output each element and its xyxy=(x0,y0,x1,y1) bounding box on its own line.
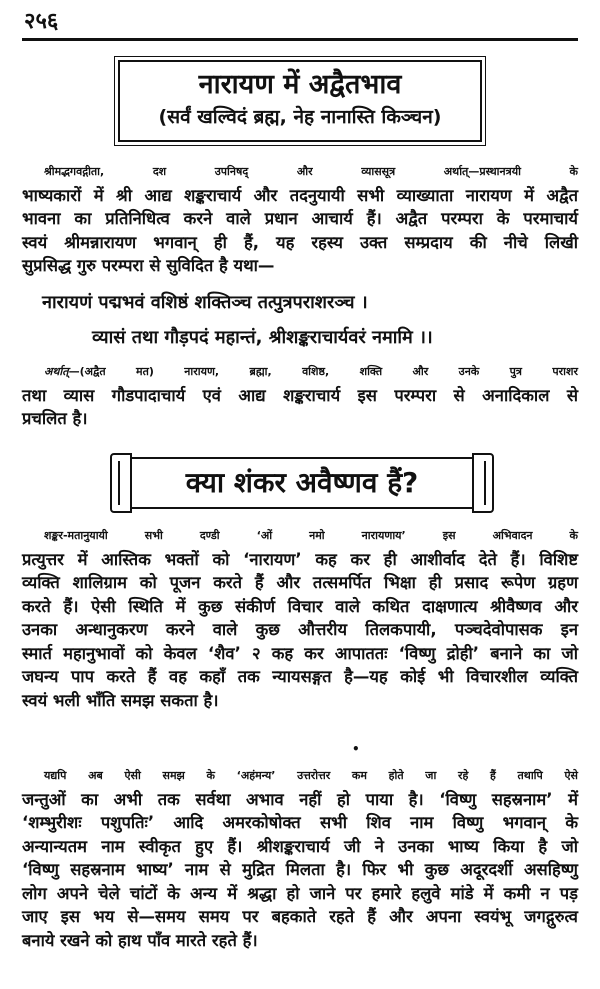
text-line xyxy=(22,360,578,384)
text-line: भावना का प्रतिनिधित्व करने वाले प्रधान आचार्य हैं। अद्वैत परम्परा के परमाचार्य xyxy=(22,209,578,228)
paragraph-meaning xyxy=(22,360,578,431)
heading-title: नारायण में अद्वैतभाव xyxy=(198,69,402,100)
text-line: जघन्य पाप करते हैं वह कहाँ तक न्यायसङ्गत है—यह कोई भी विचारशील व्यक्ति xyxy=(22,667,578,686)
text-line: ‘विष्णु सहस्रनाम भाष्य’ नाम से मुद्रित मिलता है। फिर भी कुछ अदूरदर्शी असहिष्णु xyxy=(22,860,578,879)
verse-line-1: नारायणं पद्मभवं वशिष्ठं शक्तिञ्च तत्पुत्रपराशरञ्च । xyxy=(42,292,368,313)
lead-word: अर्थात् xyxy=(44,365,69,378)
text-line: प्रत्युत्तर में आस्तिक भक्तों को ‘नारायण’ कह कर ही आशीर्वाद देते हैं। विशिष्ट xyxy=(22,549,578,569)
text-line: शङ्कर-मतानुयायी सभी दण्डी ‘ओं नमो नारायणाय’ इस अभिवादन के xyxy=(44,529,578,542)
heading-title: क्या शंकर अवैष्णव हैं? xyxy=(185,466,419,499)
text-line: जन्तुओं का अभी तक सर्वथा अभाव नहीं हो पाया है। ‘विष्णु सहस्रनाम’ में xyxy=(22,789,578,809)
top-rule xyxy=(22,38,578,41)
paragraph-intro xyxy=(22,160,578,278)
text-line: स्मार्त महानुभावों को केवल ‘शैव’ २ कह कर आपाततः ‘विष्णु द्रोही’ बनाने का जो xyxy=(22,643,578,663)
text-span: —(अद्वैत मत) नारायण, ब्रह्मा, वशिष्ठ, शक्ति और उनके पुत्र पराशर xyxy=(68,365,578,378)
text-line: लोग अपने चेले चांटों के अन्य में श्रद्धा हो जाने पर हमारे हलुवे मांडे में कमी न पड़ xyxy=(22,883,578,903)
scroll-edge-left xyxy=(110,453,132,513)
heading-subtitle: (सर्वं खल्विदं ब्रह्म, नेह नानास्ति किञ्चन) xyxy=(158,106,442,128)
text-line: जाए इस भय से—समय समय पर बहकाते रहते हैं और अपना स्वयंभू जगद्गुरुत्व xyxy=(22,907,578,926)
text-line: ‘शम्भुरीशः पशुपतिः’ आदि अमरकोषोक्त सभी शिव नाम विष्णु भगवान् के xyxy=(22,813,578,832)
text-line: श्रीमद्भगवद्गीता, दश उपनिषद् और व्याससूत्र अर्थात्—प्रस्थानत्रयी के xyxy=(44,165,578,178)
heading-box-shankar xyxy=(128,457,476,509)
text-line: भाष्यकारों में श्री आद्य शङ्कराचार्य और तदनुयायी सभी व्याख्याता नारायण में अद्वैत xyxy=(22,185,578,205)
verse-line-2: व्यासं तथा गौड़पदं महान्तं, श्रीशङ्कराचार्यवरं नमामि ।। xyxy=(92,327,433,348)
text-line: करते हैं। ऐसी स्थिति में कुछ संकीर्ण विचार वाले कथित दाक्षणात्य श्रीवैष्णव और xyxy=(22,596,578,616)
stray-dot: • xyxy=(352,742,360,756)
text-line: अन्यान्यतम नाम स्वीकृत हुए हैं। श्रीशङ्कराचार्य जी ने उनका भाष्य किया है जो xyxy=(22,836,578,856)
text-line: सुप्रसिद्ध गुरु परम्परा से सुविदित है यथा— xyxy=(22,256,275,275)
text-line: बनाये रखने को हाथ पाँव मारते रहते हैं। xyxy=(22,930,258,950)
page-number: २५६ xyxy=(24,9,59,34)
text-line: स्वयं श्रीमन्नारायण भगवान् ही हैं, यह रहस्य उक्त सम्प्रदाय की नीचे लिखी xyxy=(22,232,578,252)
text-line: प्रचलित है। xyxy=(22,409,88,428)
text-line: व्यक्ति शालिग्राम को पूजन करते हैं और तत्समर्पित भिक्षा ही प्रसाद रूपेण ग्रहण xyxy=(22,573,578,592)
paragraph-shankar-followers xyxy=(22,524,578,712)
text-line: यद्यपि अब ऐसी समझ के ‘अहंमन्य’ उत्तरोत्तर कम होते जा रहे हैं तथापि ऐसे xyxy=(44,769,578,782)
scroll-edge-right xyxy=(472,453,494,513)
paragraph-vishnu-sahasranama xyxy=(22,764,578,952)
text-line: उनका अन्धानुकरण करने वाले कुछ औत्तरीय तिलकपायी, पञ्चदेवोपासक इन xyxy=(22,620,578,639)
text-line: स्वयं भली भाँति समझ सकता है। xyxy=(22,690,219,710)
heading-box-advaita xyxy=(118,60,482,142)
text-line: तथा व्यास गौडपादाचार्य एवं आद्य शङ्कराचार्य इस परम्परा से अनादिकाल से xyxy=(22,385,578,405)
